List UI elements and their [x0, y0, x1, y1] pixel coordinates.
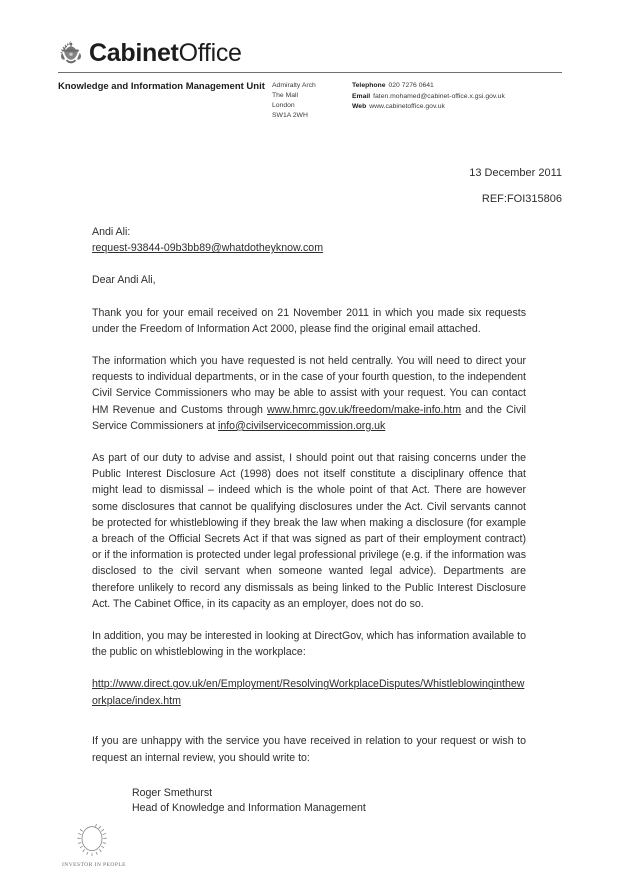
letterhead — [58, 36, 562, 121]
investors-in-people-logo — [62, 820, 182, 868]
signoff-name: Roger Smethurst — [132, 786, 213, 799]
paragraph-2-text-a: The information which you have requested is not held centrally. You will need to direct your requests to individual departments, or in the case of your fourth question, to the independent Civil Service Commissioners who may be able to assist with your request. You can contact HM Revenue and Customs through — [92, 355, 526, 416]
address-line-3: London — [272, 102, 295, 109]
letter-reference: REF:FOI315806 — [481, 193, 562, 205]
addressee-block — [92, 224, 526, 256]
paragraph-2 — [92, 353, 526, 434]
brand-cabinet: Cabinet — [89, 39, 179, 67]
brand-row — [58, 36, 562, 66]
email-row — [352, 92, 562, 103]
web-label: Web — [352, 103, 367, 110]
unit-name: Knowledge and Information Management Unit — [58, 81, 265, 92]
directgov-url-link[interactable]: http://www.direct.gov.uk/en/Employment/ResolvingWorkplaceDisputes/Whistleblowingintheworkplace/index.htm — [92, 678, 525, 707]
telephone-label: Telephone — [352, 82, 386, 89]
telephone-value: 020 7276 0641 — [388, 82, 434, 89]
laurel-wreath-icon — [62, 820, 182, 860]
paragraph-2-text-b: and the Civil Service Commissioners at — [92, 403, 527, 432]
address-line-1: Admiralty Arch — [272, 82, 316, 89]
addressee-name: Andi Ali: — [92, 226, 131, 238]
email-label: Email — [352, 92, 371, 100]
web-row — [352, 102, 562, 113]
signoff-block — [132, 786, 526, 816]
civil-service-commission-email-link[interactable]: info@civilservicecommission.org.uk — [217, 419, 386, 432]
contact-details — [58, 81, 562, 121]
contact-methods — [352, 81, 562, 121]
address-line-2: The Mall — [272, 92, 299, 99]
paragraph-3: As part of our duty to advise and assist, I should point out that raising concerns under the Public Interest Disclosure Act (1998) does not itself constitute a disciplinary offence that might lead to dismissal – indeed which is the whole point of that Act. There are however some disclosures that cannot be qualifying disclosures under the Act. Civil servants cannot be protected for whistleblowing if they break the law when making a disclosure (for example a breach of the Official Secrets Act if that was signed as part of their employment contract) or if the information is protected under legal professional privilege (e.g. if the information was disclosed to the civil servant when someone wanted legal advice). Departments are therefore unlikely to record any dismissals as being linked to the Public Interest Disclosure Act. The Cabinet Office, in its capacity as an employer, does not do so. — [92, 452, 526, 610]
letter-date: 13 December 2011 — [469, 167, 562, 179]
brand-office: Office — [178, 39, 242, 67]
postal-address — [272, 81, 352, 121]
web-value: www.cabinetoffice.gov.uk — [369, 103, 445, 110]
royal-crest-icon — [58, 40, 84, 66]
email-value: faten.mohamed@cabinet-office.x.gsi.gov.uk — [373, 92, 505, 100]
paragraph-5: If you are unhappy with the service you have received in relation to your request or wish to request an internal review, you should write to: — [92, 735, 526, 764]
iip-caption: INVESTOR IN PEOPLE — [62, 862, 126, 868]
paragraph-1: Thank you for your email received on 21 November 2011 in which you made six requests under the Freedom of Information Act 2000, please find the original email attached. — [92, 306, 526, 335]
hmrc-link[interactable]: www.hmrc.gov.uk/freedom/make-info.htm — [267, 403, 462, 416]
header-divider — [58, 72, 562, 73]
paragraph-4: In addition, you may be interested in looking at DirectGov, which has information available to the public on whistleblowing in the workplace: — [92, 630, 526, 659]
address-postcode: SW1A 2WH — [272, 112, 308, 119]
salutation: Dear Andi Ali, — [92, 274, 156, 287]
signoff-title: Head of Knowledge and Information Management — [132, 801, 366, 814]
brand-wordmark — [89, 41, 242, 66]
telephone-row — [352, 81, 562, 92]
addressee-email[interactable]: request-93844-09b3bb89@whatdotheyknow.com — [92, 242, 324, 255]
letter-meta — [469, 160, 562, 212]
letter-body — [92, 224, 526, 816]
